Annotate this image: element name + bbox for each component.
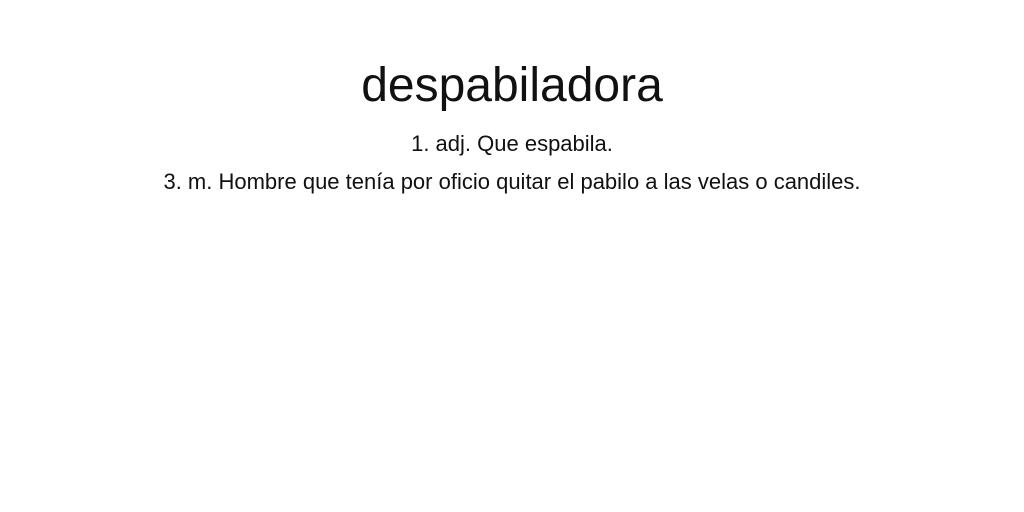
definition-list [0,130,1024,206]
headword: despabiladora [361,59,663,112]
definition-item: 1. adj. Que espabila. [411,131,613,156]
definition-item: 3. m. Hombre que tenía por oficio quitar el pabilo a las velas o candiles. [163,169,861,194]
